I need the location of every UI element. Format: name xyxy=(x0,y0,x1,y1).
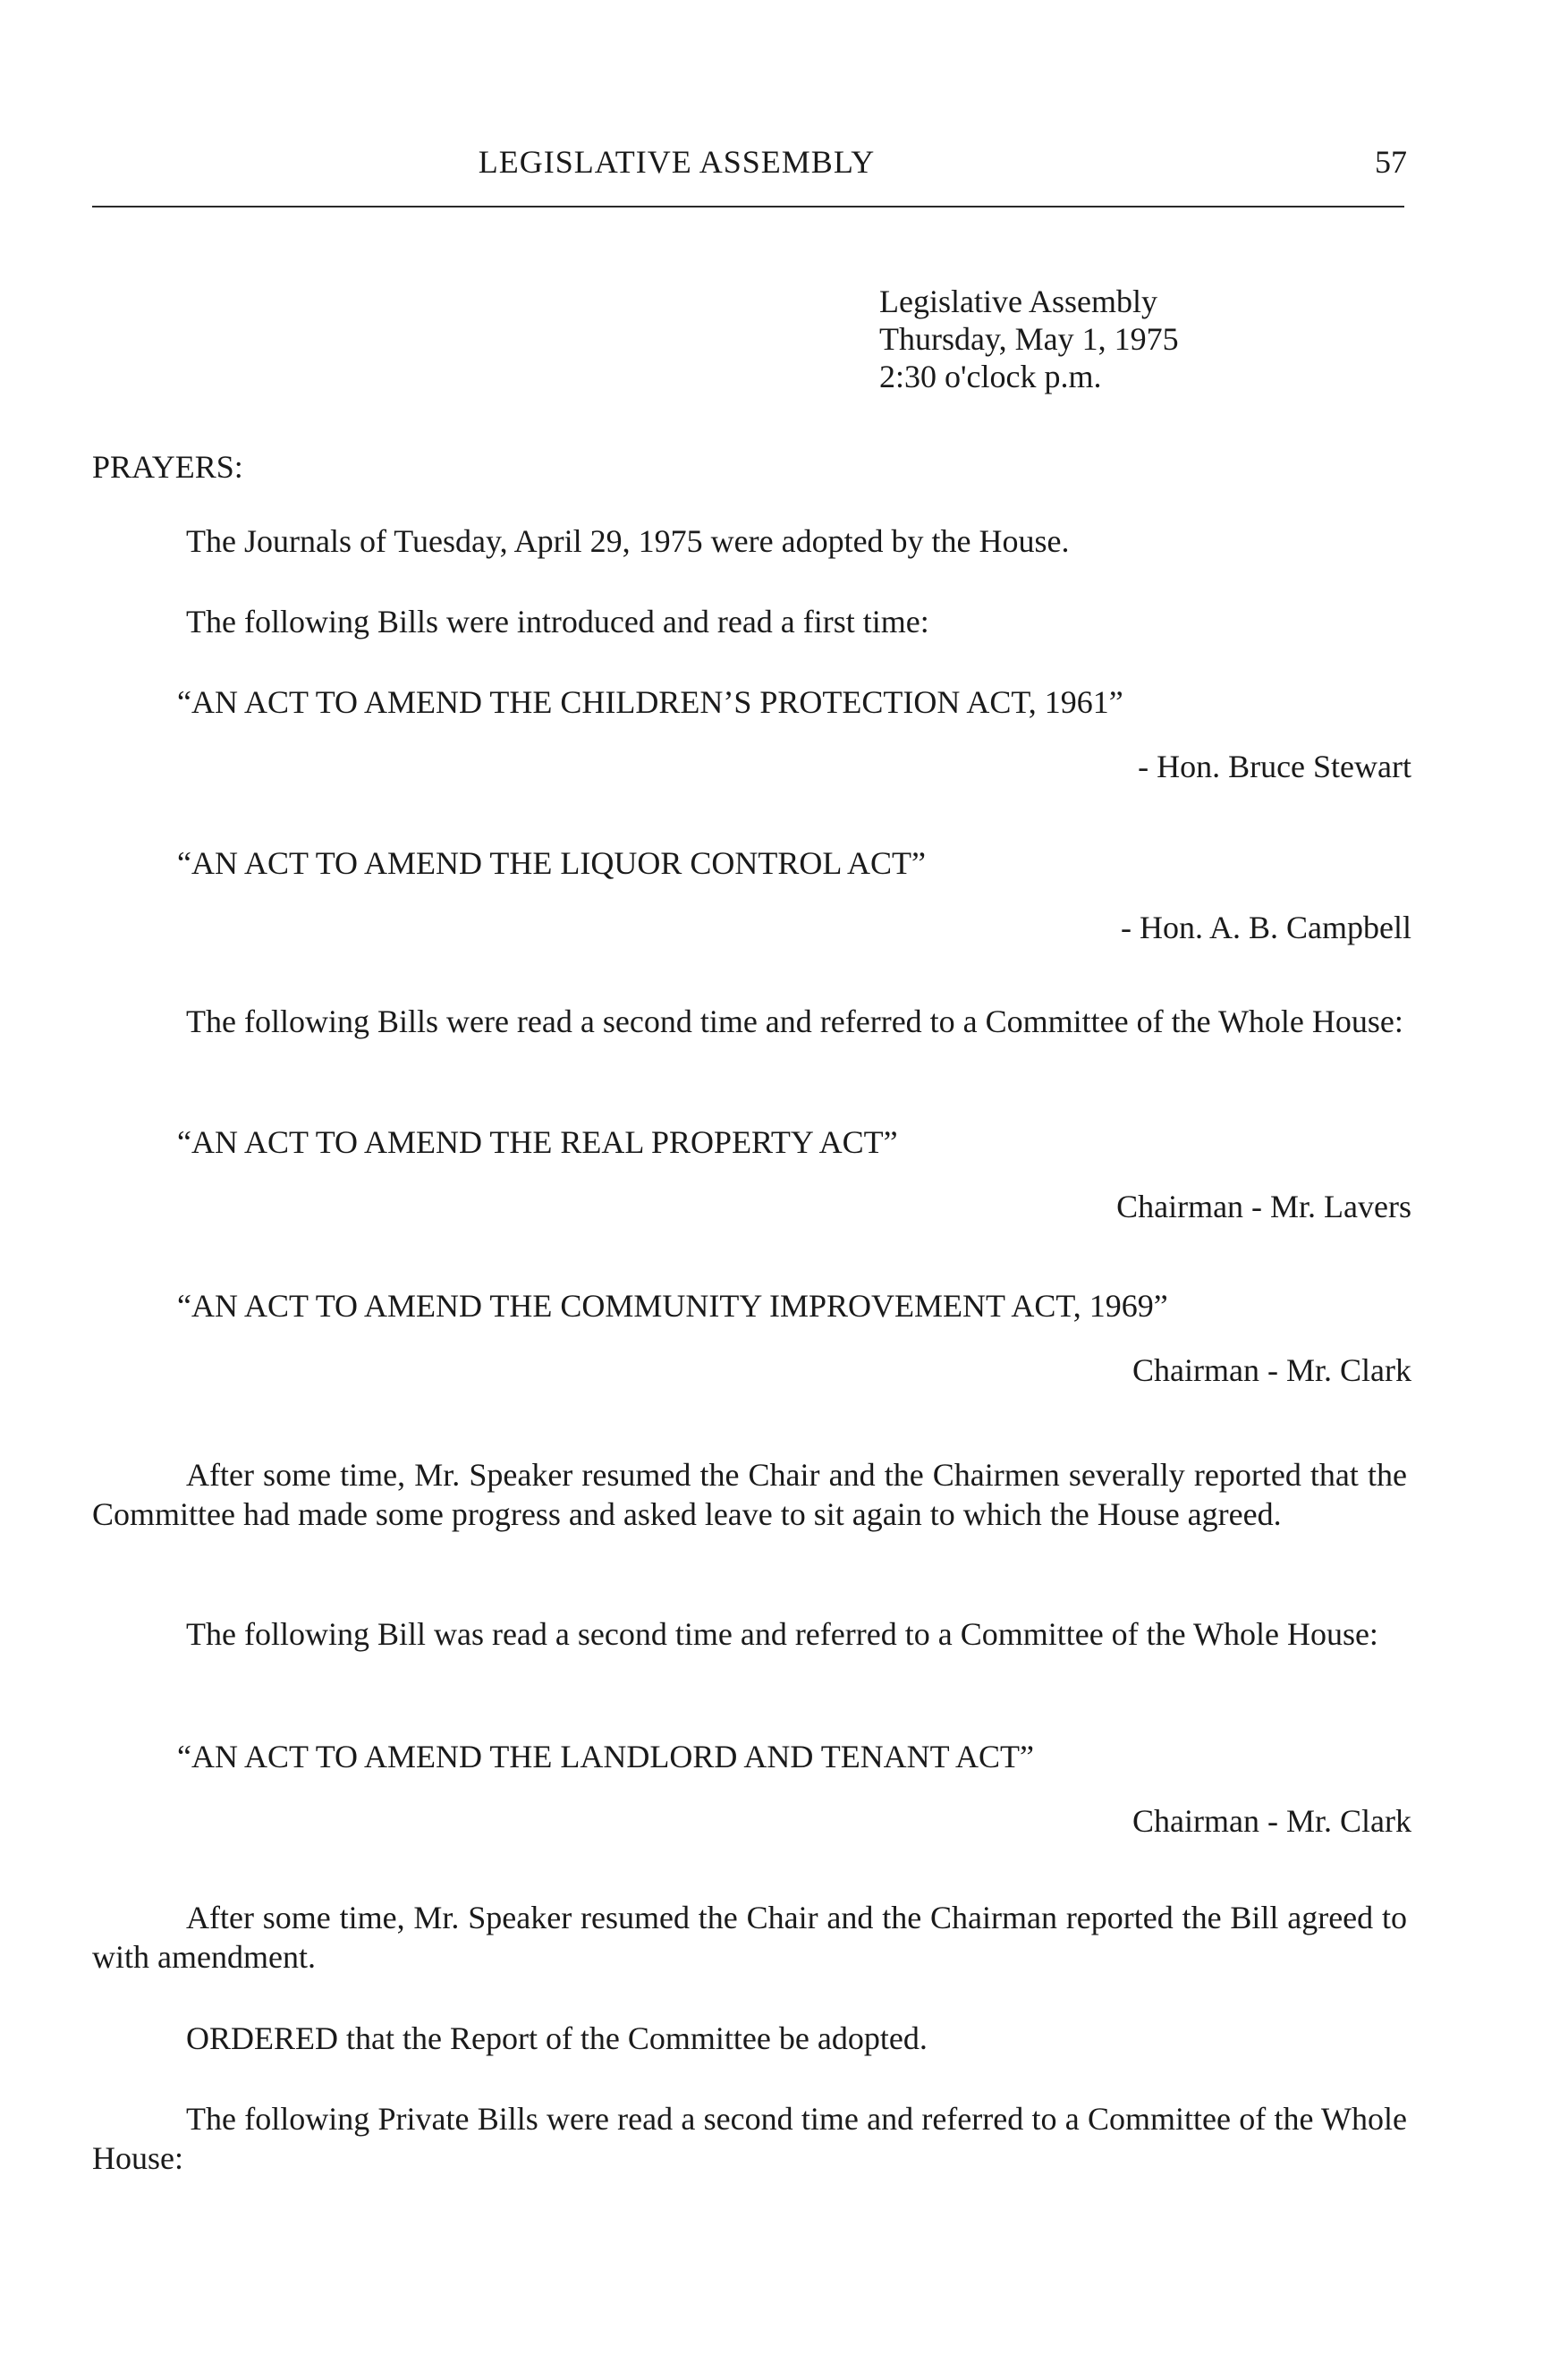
bill-chairman-clark-1: Chairman - Mr. Clark xyxy=(1132,1352,1411,1388)
header-rule xyxy=(92,206,1404,207)
bill-title-liquor-control: “AN ACT TO AMEND THE LIQUOR CONTROL ACT” xyxy=(177,845,926,881)
running-header-title: LEGISLATIVE ASSEMBLY xyxy=(478,144,876,180)
bill-sponsor-campbell: - Hon. A. B. Campbell xyxy=(1121,910,1411,945)
private-bills-paragraph: The following Private Bills were read a second time and referred to a Committee of the Whole House: xyxy=(92,2101,1407,2176)
committee-progress-paragraph: After some time, Mr. Speaker resumed the Chair and the Chairmen severally reported that the Committee had made some progress and asked leave to sit again to which the House agreed. xyxy=(92,1457,1407,1532)
prayers-heading: PRAYERS: xyxy=(92,449,243,485)
bill-title-childrens-protection: “AN ACT TO AMEND THE CHILDREN’S PROTECTION ACT, 1961” xyxy=(177,684,1123,720)
second-reading-intro-2: The following Bill was read a second time and referred to a Committee of the Whole House: xyxy=(186,1616,1378,1652)
first-reading-intro: The following Bills were introduced and read a first time: xyxy=(186,604,929,639)
ordered-report-adopted: ORDERED that the Report of the Committee be adopted. xyxy=(186,2020,928,2056)
second-reading-intro: The following Bills were read a second time and referred to a Committee of the Whole House: xyxy=(186,1003,1403,1039)
sitting-dateline xyxy=(879,283,1179,395)
bill-title-real-property: “AN ACT TO AMEND THE REAL PROPERTY ACT” xyxy=(177,1124,898,1160)
page-number: 57 xyxy=(1375,144,1407,180)
journals-adopted-text: The Journals of Tuesday, April 29, 1975 were adopted by the House. xyxy=(186,523,1070,559)
bill-chairman-clark-2: Chairman - Mr. Clark xyxy=(1132,1803,1411,1839)
bill-chairman-lavers: Chairman - Mr. Lavers xyxy=(1116,1189,1411,1224)
bill-title-landlord-tenant: “AN ACT TO AMEND THE LANDLORD AND TENANT ACT” xyxy=(177,1739,1035,1774)
dateline-date: Thursday, May 1, 1975 xyxy=(879,321,1179,357)
bill-title-community-improvement: “AN ACT TO AMEND THE COMMUNITY IMPROVEMENT ACT, 1969” xyxy=(177,1288,1168,1324)
bill-sponsor-stewart: - Hon. Bruce Stewart xyxy=(1138,749,1411,784)
dateline-time: 2:30 o'clock p.m. xyxy=(879,359,1102,394)
amendment-report-paragraph: After some time, Mr. Speaker resumed the Chair and the Chairman reported the Bill agreed to with amendment. xyxy=(92,1900,1407,1975)
dateline-body: Legislative Assembly xyxy=(879,284,1157,319)
